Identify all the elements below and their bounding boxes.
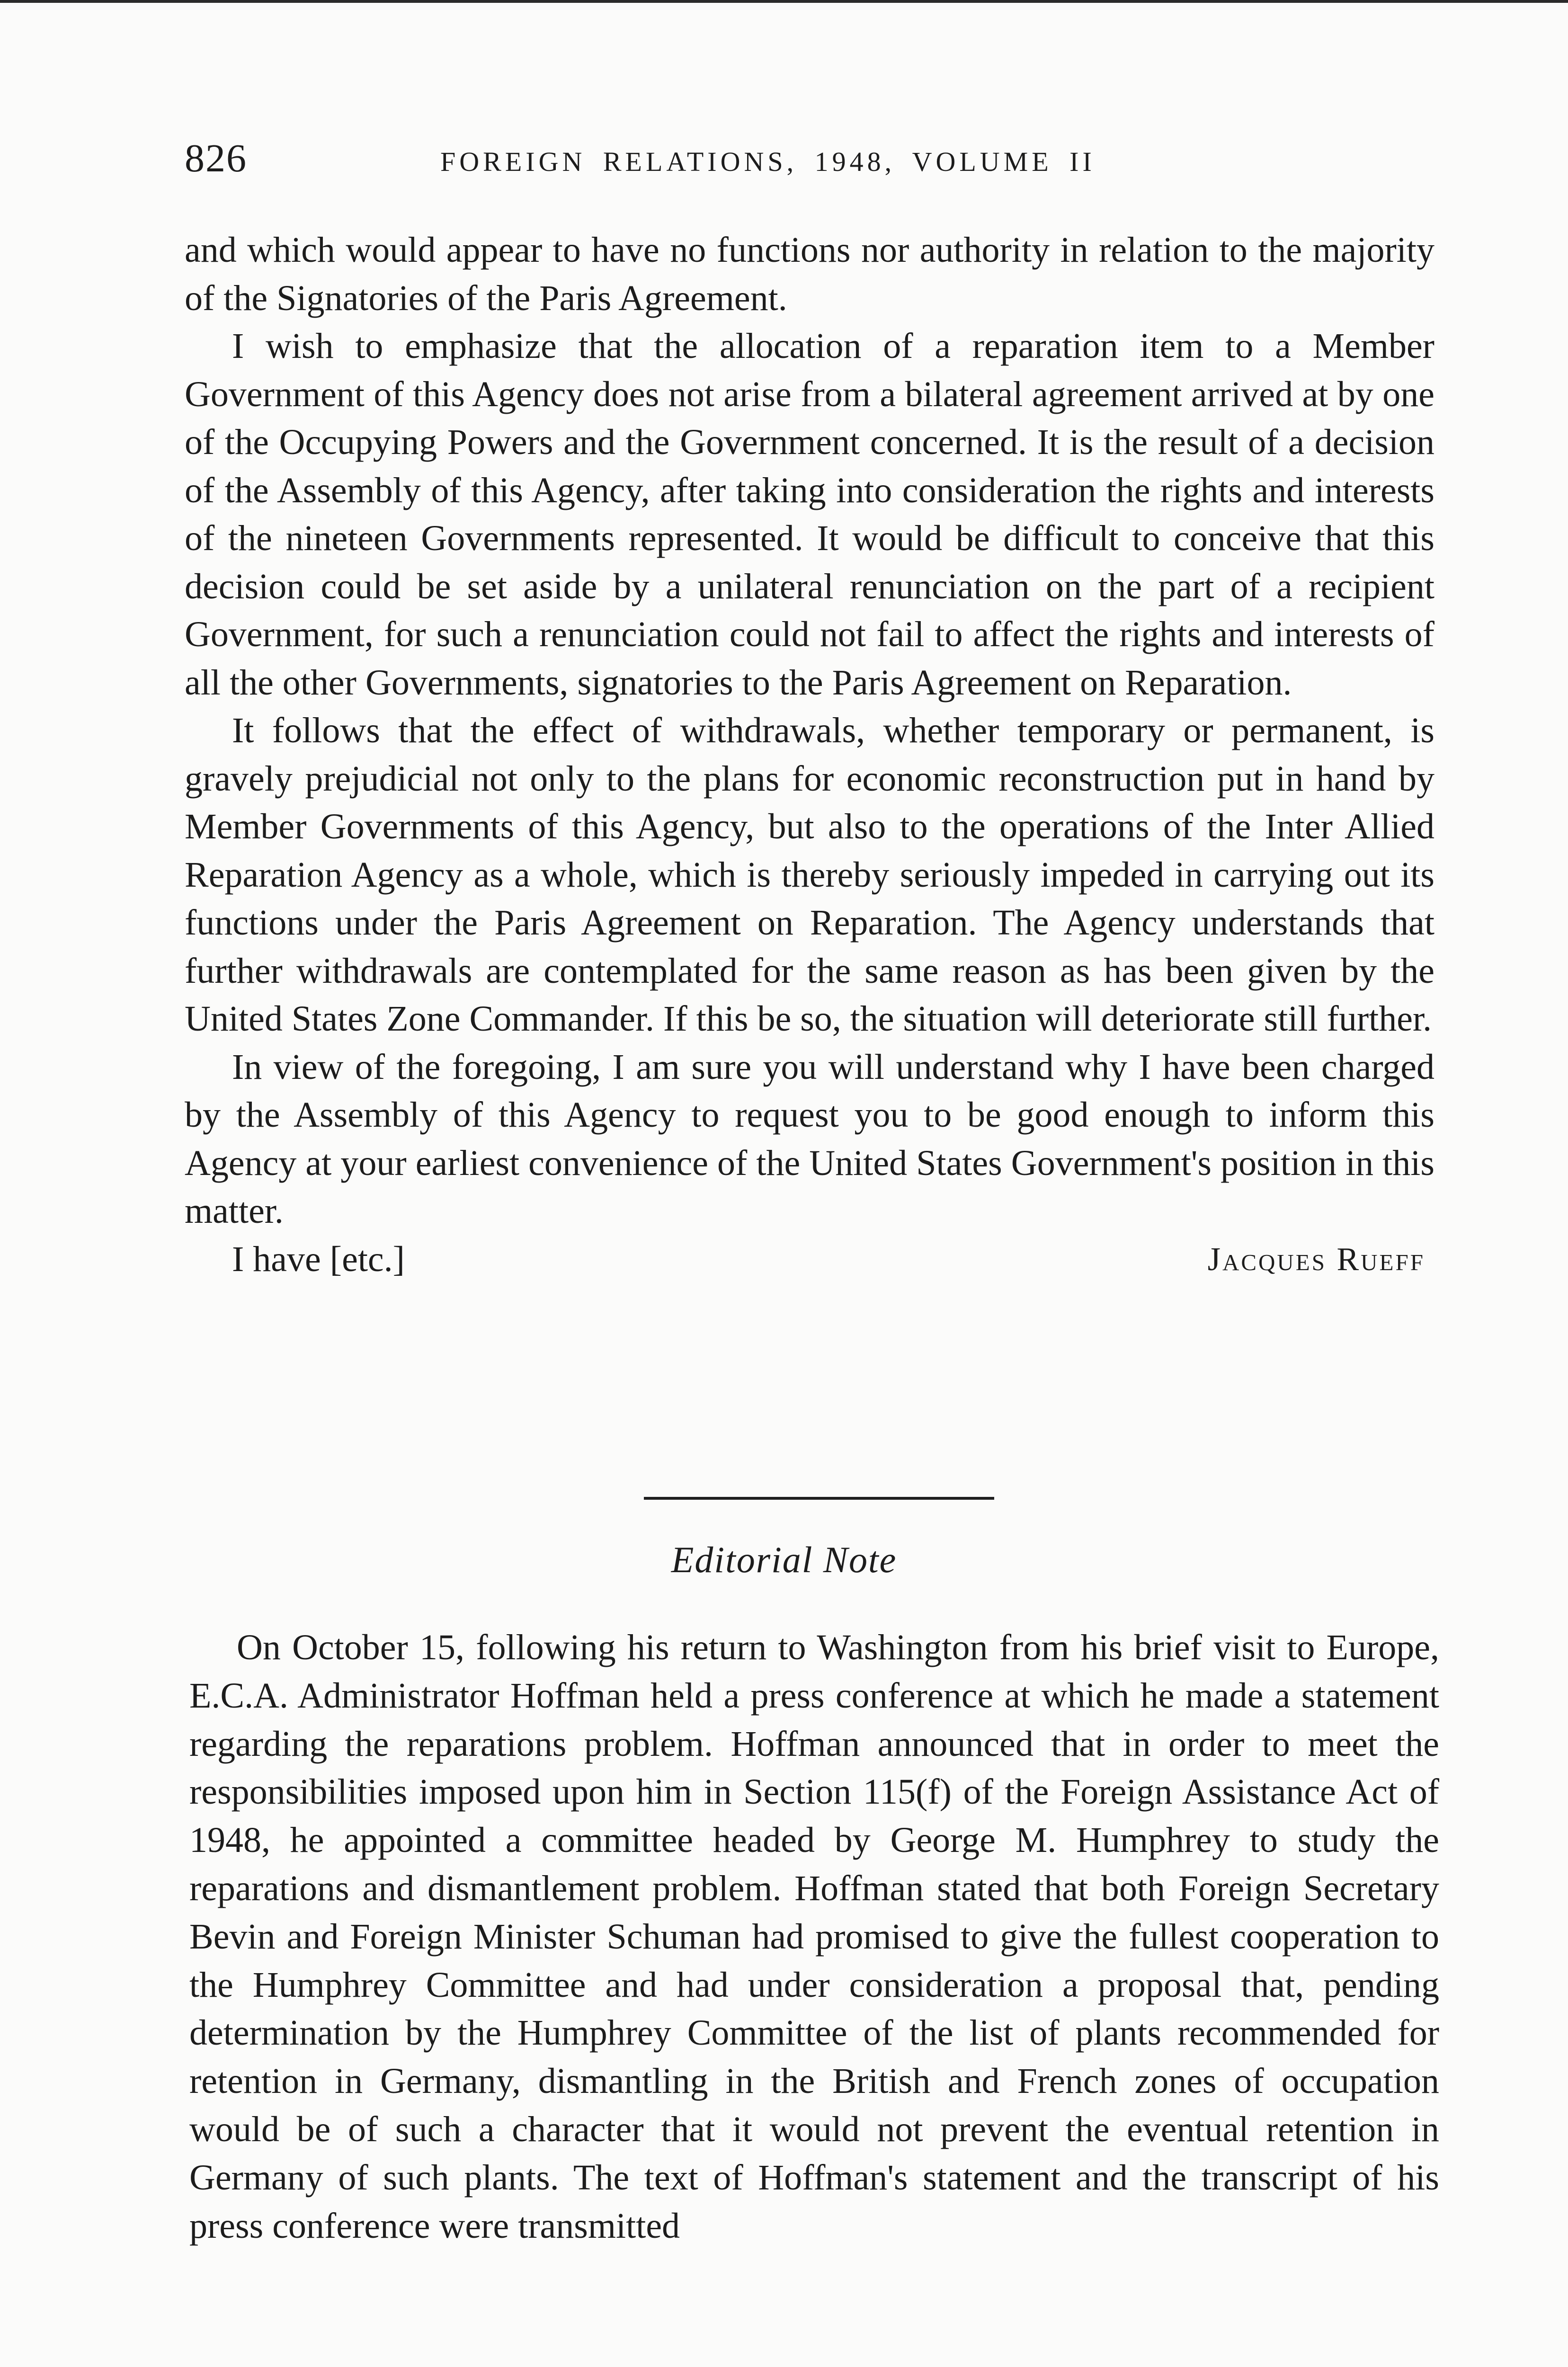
letter-paragraph-2: I wish to emphasize that the allocation of a reparation item to a Member Government of this Agency does not arise from a bilateral agreement arrived at by one of the Occupying Powers and the Government concerned. It is the result of a decision of the Assembly of this Agency, after taking into consideration the rights and interests of the nineteen Governments represented. It would be difficult to conceive that this decision could be set aside by a unilateral renunciation on the part of a recipient Government, for such a renunciation could not fail to affect the rights and interests of all the other Governments, signatories to the Paris Agreement on Reparation.: [185, 326, 1434, 703]
page-number: 826: [185, 136, 247, 180]
running-head: FOREIGN RELATIONS, 1948, VOLUME II: [440, 146, 1096, 177]
top-edge-rule: [0, 0, 1568, 3]
letter-paragraph-3: It follows that the effect of withdrawals, whether temporary or permanent, is gravely prejudicial not only to the plans for economic reconstruction put in hand by Member Governments of this Agency, but also to the operations of the Inter Allied Reparation Agency as a whole, which is thereby seriously impeded in carrying out its functions under the Paris Agreement on Reparation. The Agency understands that further withdrawals are contemplated for the same reason as has been given by the United States Zone Commander. If this be so, the situation will deteriorate still further.: [185, 711, 1434, 1039]
complimentary-close: I have [etc.]: [232, 1239, 405, 1279]
editorial-note-body: [189, 1624, 1439, 2250]
page-header: [185, 133, 1434, 185]
editorial-note-paragraph: On October 15, following his return to Washington from his brief visit to Europe, E.C.A. Administrator Hoffman held a press conference at which he made a statement regarding the reparations problem. Hoffman announced that in order to meet the responsibilities imposed upon him in Section 115(f) of the Foreign Assistance Act of 1948, he appointed a committee headed by George M. Humphrey to study the reparations and dismantlement problem. Hoffman stated that both Foreign Secretary Bevin and Foreign Minister Schuman had promised to give the fullest cooperation to the Humphrey Committee and had under consideration a proposal that, pending determination by the Humphrey Committee of the list of plants recommended for retention in Germany, dismantling in the British and French zones of occupation would be of such a character that it would not prevent the eventual retention in Germany of such plants. The text of Hoffman's statement and the transcript of his press conference were transmitted: [189, 1628, 1439, 2246]
letter-body: [185, 226, 1434, 1283]
letter-closing-line: [185, 1236, 1434, 1284]
editorial-note-heading: Editorial Note: [671, 1539, 897, 1580]
signature: Jacques Rueff: [1207, 1241, 1425, 1278]
section-divider: [644, 1497, 994, 1500]
letter-paragraph-4: In view of the foregoing, I am sure you will understand why I have been charged by the Assembly of this Agency to request you to be good enough to inform this Agency at your earliest convenience of the United States Government's position in this matter.: [185, 1047, 1434, 1231]
letter-paragraph-1: and which would appear to have no functions nor authority in relation to the majority of the Signatories of the Paris Agreement.: [185, 230, 1434, 318]
